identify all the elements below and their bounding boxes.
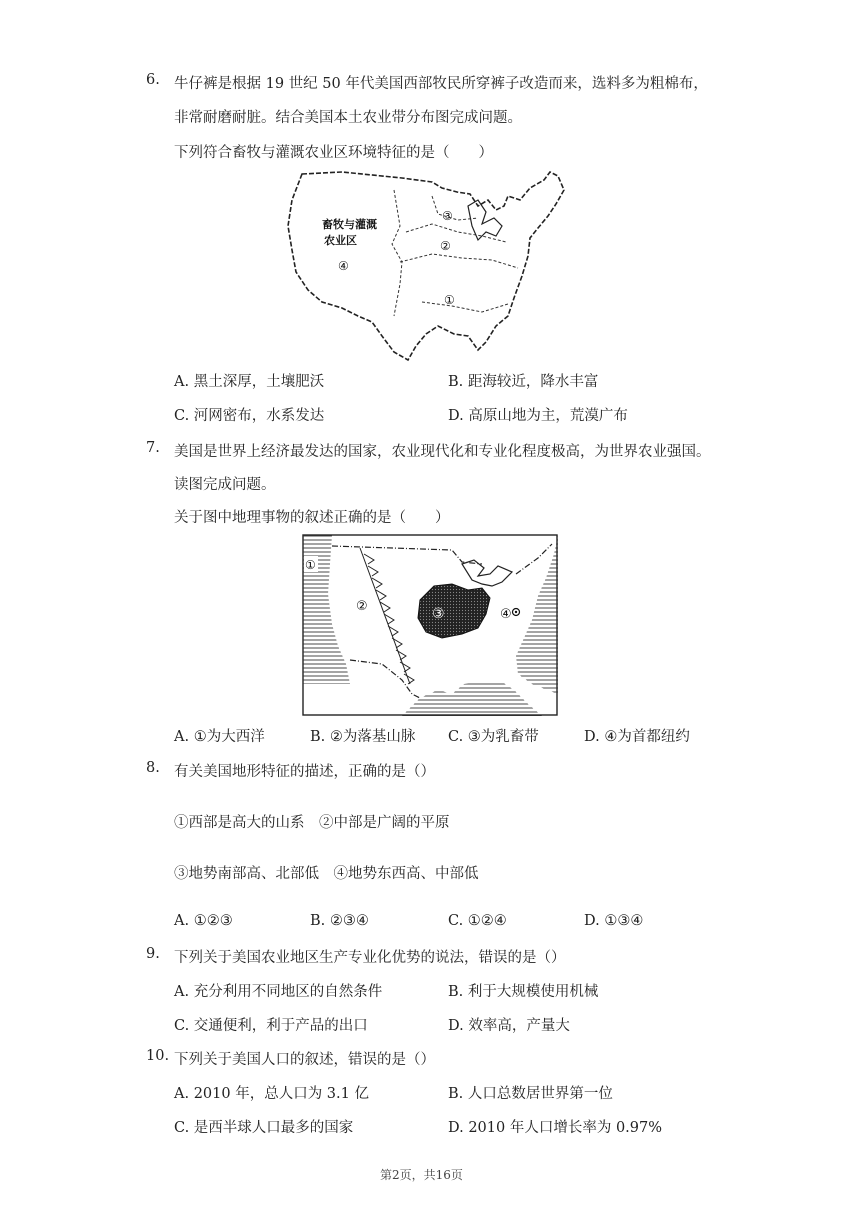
q8-option-d[interactable]: D. ①③④ xyxy=(584,913,644,929)
q10-stem: 下列关于美国人口的叙述，错误的是（） xyxy=(174,1052,435,1068)
map-region-name-line2: 农业区 xyxy=(324,234,357,247)
q9-stem: 下列关于美国农业地区生产专业化优势的说法，错误的是（） xyxy=(174,950,566,966)
map-label-2: ② xyxy=(440,239,451,253)
q10-option-b[interactable]: B. 人口总数居世界第一位 xyxy=(448,1086,613,1102)
q9-option-b[interactable]: B. 利于大规模使用机械 xyxy=(448,984,599,1000)
q10-option-d[interactable]: D. 2010 年人口增长率为 0.97% xyxy=(448,1120,663,1136)
q6-stem-line1: 牛仔裤是根据 19 世纪 50 年代美国西部牧民所穿裤子改造而来，选料多为粗棉布， xyxy=(174,76,708,92)
q9-number: 9. xyxy=(146,946,160,962)
q8-number: 8. xyxy=(146,760,160,776)
q7-option-c[interactable]: C. ③为乳畜带 xyxy=(448,729,539,745)
q8-option-b[interactable]: B. ②③④ xyxy=(310,913,369,929)
q8-option-c[interactable]: C. ①②④ xyxy=(448,913,507,929)
q6-option-a[interactable]: A. 黑土深厚，土壤肥沃 xyxy=(174,374,325,390)
map-region-name-line1: 畜牧与灌溉 xyxy=(322,218,377,231)
q10-option-a[interactable]: A. 2010 年，总人口为 3.1 亿 xyxy=(174,1086,369,1102)
us-agriculture-belt-map xyxy=(282,166,582,364)
q6-number: 6. xyxy=(146,72,160,88)
q7-stem-line2: 读图完成问题。 xyxy=(174,477,276,493)
q7-option-a[interactable]: A. ①为大西洋 xyxy=(174,729,265,745)
us-geography-map xyxy=(302,534,558,716)
q7-question: 关于图中地理事物的叙述正确的是（ ） xyxy=(174,510,450,526)
q6-option-c[interactable]: C. 河网密布，水系发达 xyxy=(174,408,325,424)
q6-option-d[interactable]: D. 高原山地为主，荒漠广布 xyxy=(448,408,628,424)
q9-option-c[interactable]: C. 交通便利，利于产品的出口 xyxy=(174,1018,368,1034)
map2-label-3: ③ xyxy=(432,606,445,622)
q8-statement1: ①西部是高大的山系 ②中部是广阔的平原 xyxy=(174,815,450,831)
map2-label-1: ① xyxy=(305,558,316,572)
q6-option-b[interactable]: B. 距海较近，降水丰富 xyxy=(448,374,599,390)
q10-number: 10. xyxy=(146,1048,170,1064)
map2-label-4: ④ xyxy=(500,607,512,622)
map-label-1: ① xyxy=(444,293,455,307)
q7-stem-line1: 美国是世界上经济最发达的国家，农业现代化和专业化程度极高，为世界农业强国。 xyxy=(174,444,711,460)
page-footer: 第2页，共16页 xyxy=(380,1168,463,1182)
us-outline xyxy=(288,172,564,360)
q7-number: 7. xyxy=(146,440,160,456)
q6-question: 下列符合畜牧与灌溉农业区环境特征的是（ ） xyxy=(174,145,493,161)
map2-label-2: ② xyxy=(356,599,368,614)
map-label-4: ④ xyxy=(338,259,349,273)
q8-statement2: ③地势南部高、北部低 ④地势东西高、中部低 xyxy=(174,866,479,882)
great-lakes xyxy=(468,200,502,240)
q10-option-c[interactable]: C. 是西半球人口最多的国家 xyxy=(174,1120,354,1136)
q7-option-b[interactable]: B. ②为落基山脉 xyxy=(310,729,416,745)
q8-stem: 有关美国地形特征的描述，正确的是（） xyxy=(174,764,435,780)
map-label-3: ③ xyxy=(442,209,453,223)
q9-option-a[interactable]: A. 充分利用不同地区的自然条件 xyxy=(174,984,383,1000)
q8-option-a[interactable]: A. ①②③ xyxy=(174,913,233,929)
q9-option-d[interactable]: D. 效率高，产量大 xyxy=(448,1018,570,1034)
q6-stem-line2: 非常耐磨耐脏。结合美国本土农业带分布图完成问题。 xyxy=(174,110,522,126)
q7-option-d[interactable]: D. ④为首都纽约 xyxy=(584,729,690,745)
